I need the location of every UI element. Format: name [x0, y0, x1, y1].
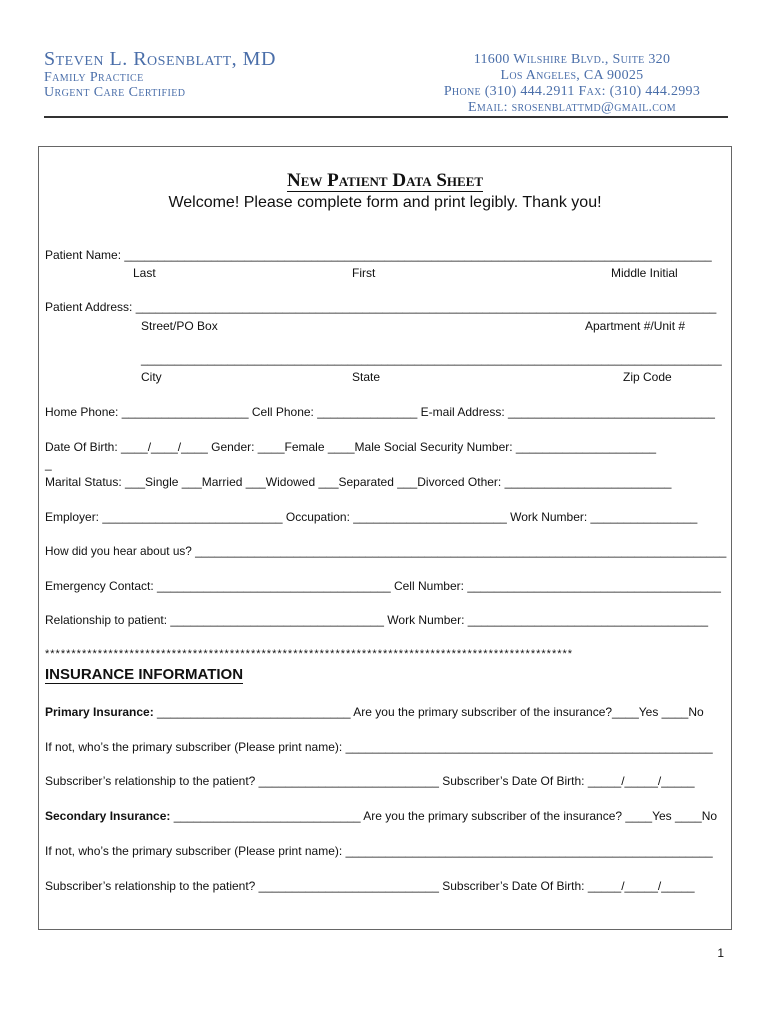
insurance-heading: INSURANCE INFORMATION — [45, 666, 244, 683]
dob-gender-ssn-row[interactable]: Date Of Birth: ____/____/____ Gender: ____Female ____Male Social Security Number: _____________________ — [45, 440, 657, 454]
patient-name-field[interactable]: Patient Name: ________________________________________________________________________________________ — [45, 248, 712, 262]
primary-subscriber-row[interactable]: If not, who’s the primary subscriber (Please print name): _______________________________________________________ — [45, 740, 713, 754]
secondary-insurance-row[interactable] — [45, 809, 717, 823]
welcome-text: Welcome! Please complete form and print legibly. Thank you! — [168, 194, 602, 211]
ssn-overflow: _ — [45, 457, 52, 471]
header-divider — [44, 116, 728, 118]
primary-insurance-row[interactable] — [45, 705, 704, 719]
label-state: State — [352, 370, 381, 384]
letterhead-left — [44, 48, 276, 100]
primary-insurance-label: Primary Insurance: — [45, 705, 154, 719]
doctor-name: Steven L. Rosenblatt, MD — [44, 48, 276, 70]
secondary-insurance-label: Secondary Insurance: — [45, 809, 171, 823]
primary-relationship-row[interactable]: Subscriber’s relationship to the patient? ___________________________ Subscriber’s Date Of Birth: _____/_____/_____ — [45, 774, 695, 788]
label-middle-initial: Middle Initial — [611, 266, 678, 280]
employer-row[interactable]: Employer: ___________________________ Occupation: _______________________ Work Number: ________________ — [45, 510, 698, 524]
phone-fax: Phone (310) 444.2911 Fax: (310) 444.2993 — [443, 84, 701, 99]
letterhead-right — [422, 52, 722, 116]
patient-address-field[interactable]: Patient Address: _______________________________________________________________________________________ — [45, 300, 717, 314]
certification: Urgent Care Certified — [44, 85, 186, 100]
emergency-contact-row[interactable]: Emergency Contact: ___________________________________ Cell Number: ______________________________________ — [45, 579, 721, 593]
label-zip: Zip Code — [623, 370, 672, 384]
address-line2-field[interactable]: _______________________________________________________________________________________ — [141, 352, 722, 366]
form-title: New Patient Data Sheet — [286, 170, 484, 191]
phones-row[interactable]: Home Phone: ___________________ Cell Phone: _______________ E-mail Address: _______________________________ — [45, 405, 715, 419]
label-city: City — [141, 370, 162, 384]
label-last: Last — [133, 266, 156, 280]
label-apartment: Apartment #/Unit # — [585, 319, 686, 333]
section-separator: **************************************************************************************************** — [45, 648, 574, 660]
marital-status-row[interactable]: Marital Status: ___Single ___Married ___Widowed ___Separated ___Divorced Other: _________________________ — [45, 475, 672, 489]
primary-insurance-fields[interactable]: _____________________________ Are you the primary subscriber of the insurance?____Yes ____No — [153, 705, 704, 719]
email: Email: srosenblattmd@gmail.com — [467, 100, 676, 115]
page-number: 1 — [717, 946, 724, 960]
secondary-subscriber-row[interactable]: If not, who’s the primary subscriber (Please print name): _______________________________________________________ — [45, 844, 713, 858]
practice-type: Family Practice — [44, 70, 144, 85]
address-line1: 11600 Wilshire Blvd., Suite 320 — [473, 52, 671, 67]
label-first: First — [352, 266, 376, 280]
secondary-relationship-row[interactable]: Subscriber’s relationship to the patient? ___________________________ Subscriber’s Date Of Birth: _____/_____/_____ — [45, 879, 695, 893]
relationship-row[interactable]: Relationship to patient: ________________________________ Work Number: ____________________________________ — [45, 613, 709, 627]
referral-row[interactable]: How did you hear about us? _________________________________________________________________________________ — [45, 544, 727, 558]
label-street: Street/PO Box — [141, 319, 218, 333]
address-line2: Los Angeles, CA 90025 — [500, 68, 644, 83]
secondary-insurance-fields[interactable]: ____________________________ Are you the primary subscriber of the insurance? ____Yes ____No — [170, 809, 718, 823]
